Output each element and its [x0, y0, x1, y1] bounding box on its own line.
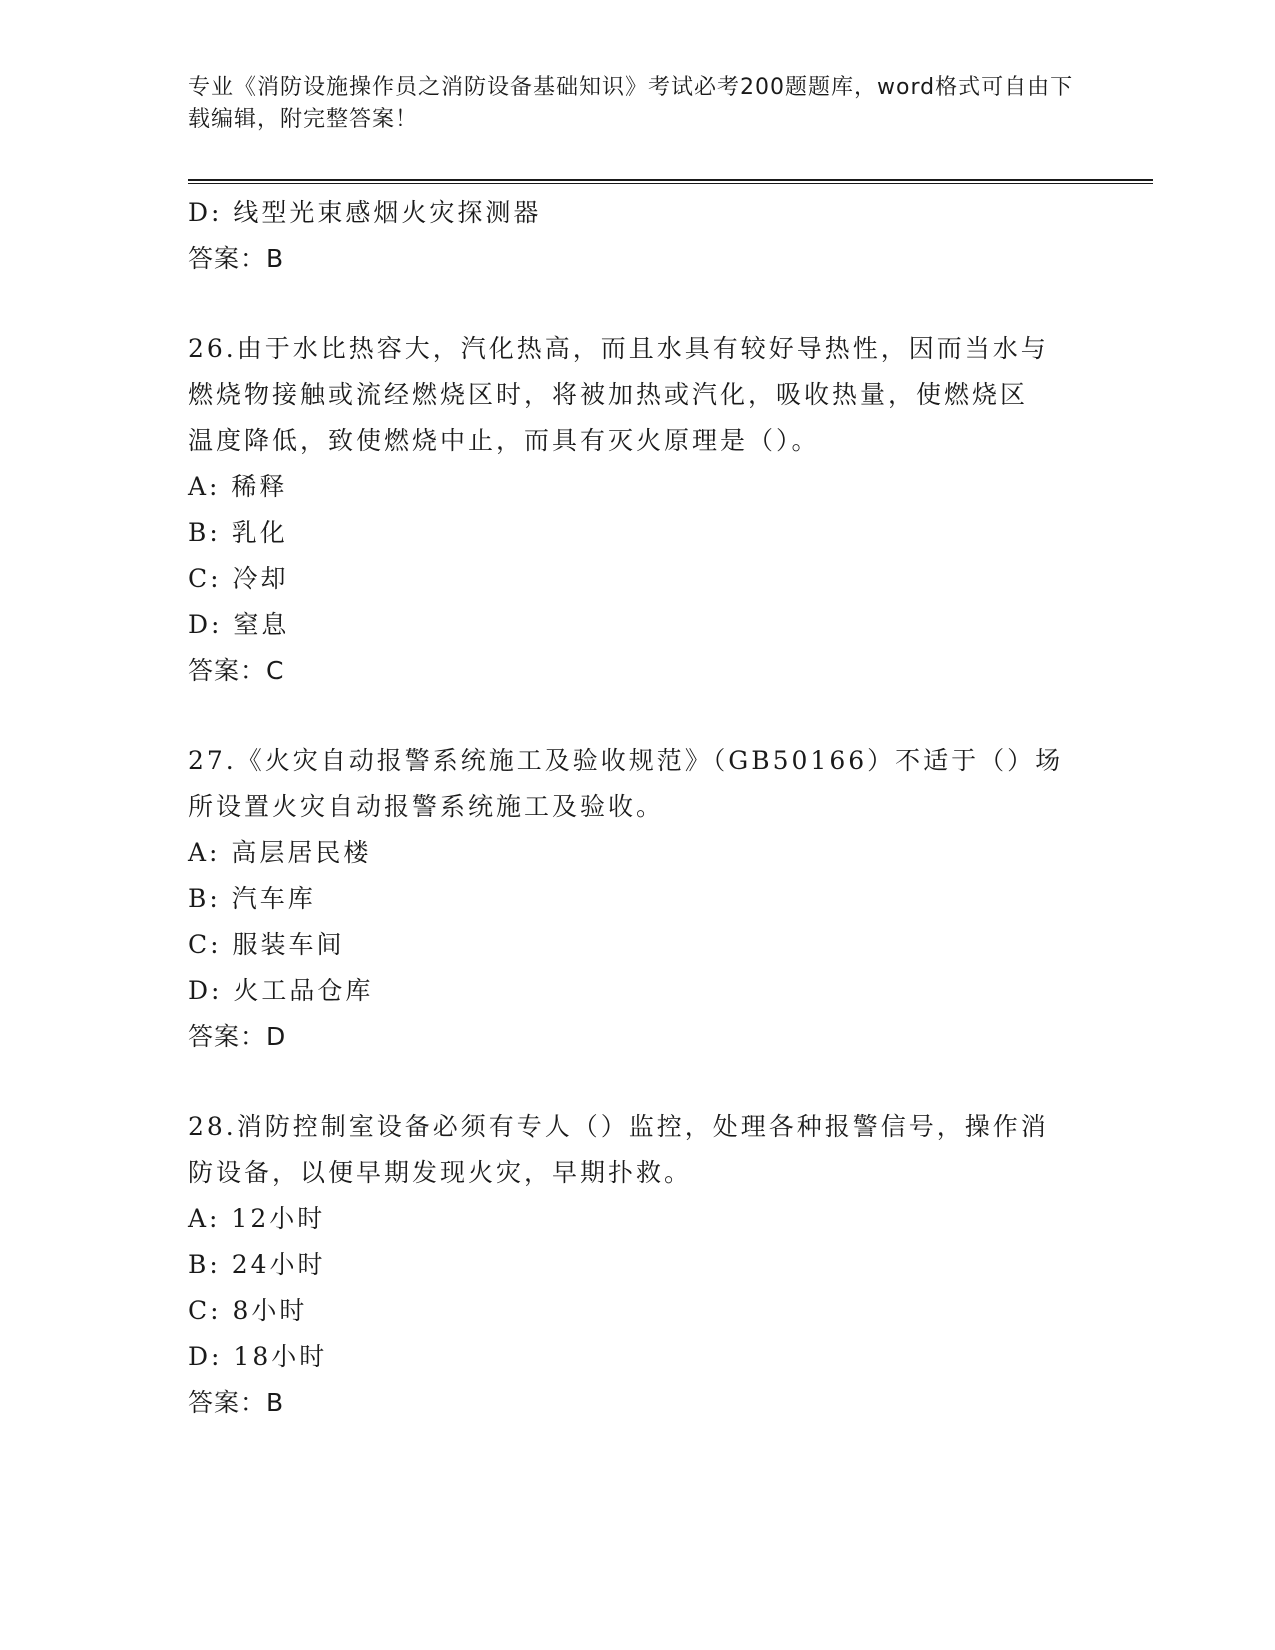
question-stem-line: 燃烧物接触或流经燃烧区时，将被加热或汽化，吸收热量，使燃烧区 — [188, 380, 1029, 409]
option-c: C: 8小时 — [188, 1296, 308, 1325]
previous-question-tail — [188, 190, 1088, 282]
option-a: A: 12小时 — [188, 1204, 326, 1233]
header-divider — [188, 179, 1153, 184]
option-a: A: 稀释 — [188, 472, 288, 501]
question-content — [188, 190, 1088, 1426]
question-stem-line: 所设置火灾自动报警系统施工及验收。 — [188, 792, 665, 821]
option-d: D: 线型光束感烟火灾探测器 — [188, 198, 542, 227]
header-intro-text: 专业《消防设施操作员之消防设备基础知识》考试必考200题题库，word格式可自由下载编辑，附完整答案！ — [188, 75, 1074, 132]
answer-line: 答案：B — [188, 244, 285, 273]
option-b: B: 24小时 — [188, 1250, 326, 1279]
option-d: D: 窒息 — [188, 610, 290, 639]
question-stem-line: 温度降低，致使燃烧中止，而具有灭火原理是（）。 — [188, 426, 820, 455]
question-27 — [188, 738, 1088, 1060]
option-a: A: 高层居民楼 — [188, 838, 372, 867]
option-d: D: 火工品仓库 — [188, 976, 374, 1005]
question-26 — [188, 326, 1088, 694]
option-c: C: 冷却 — [188, 564, 289, 593]
question-stem-line: 26.由于水比热容大，汽化热高，而且水具有较好导热性，因而当水与 — [188, 334, 1049, 363]
option-b: B: 汽车库 — [188, 884, 316, 913]
answer-line: 答案：D — [188, 1022, 287, 1051]
question-28 — [188, 1104, 1088, 1426]
question-stem-line: 27.《火灾自动报警系统施工及验收规范》（GB50166）不适于（）场 — [188, 746, 1064, 775]
answer-line: 答案：B — [188, 1388, 285, 1417]
option-c: C: 服装车间 — [188, 930, 345, 959]
question-stem-line: 防设备，以便早期发现火灾，早期扑救。 — [188, 1158, 693, 1187]
question-stem-line: 28.消防控制室设备必须有专人（）监控，处理各种报警信号，操作消 — [188, 1112, 1049, 1141]
document-header — [188, 72, 1088, 136]
answer-line: 答案：C — [188, 656, 285, 685]
option-d: D: 18小时 — [188, 1342, 328, 1371]
option-b: B: 乳化 — [188, 518, 288, 547]
